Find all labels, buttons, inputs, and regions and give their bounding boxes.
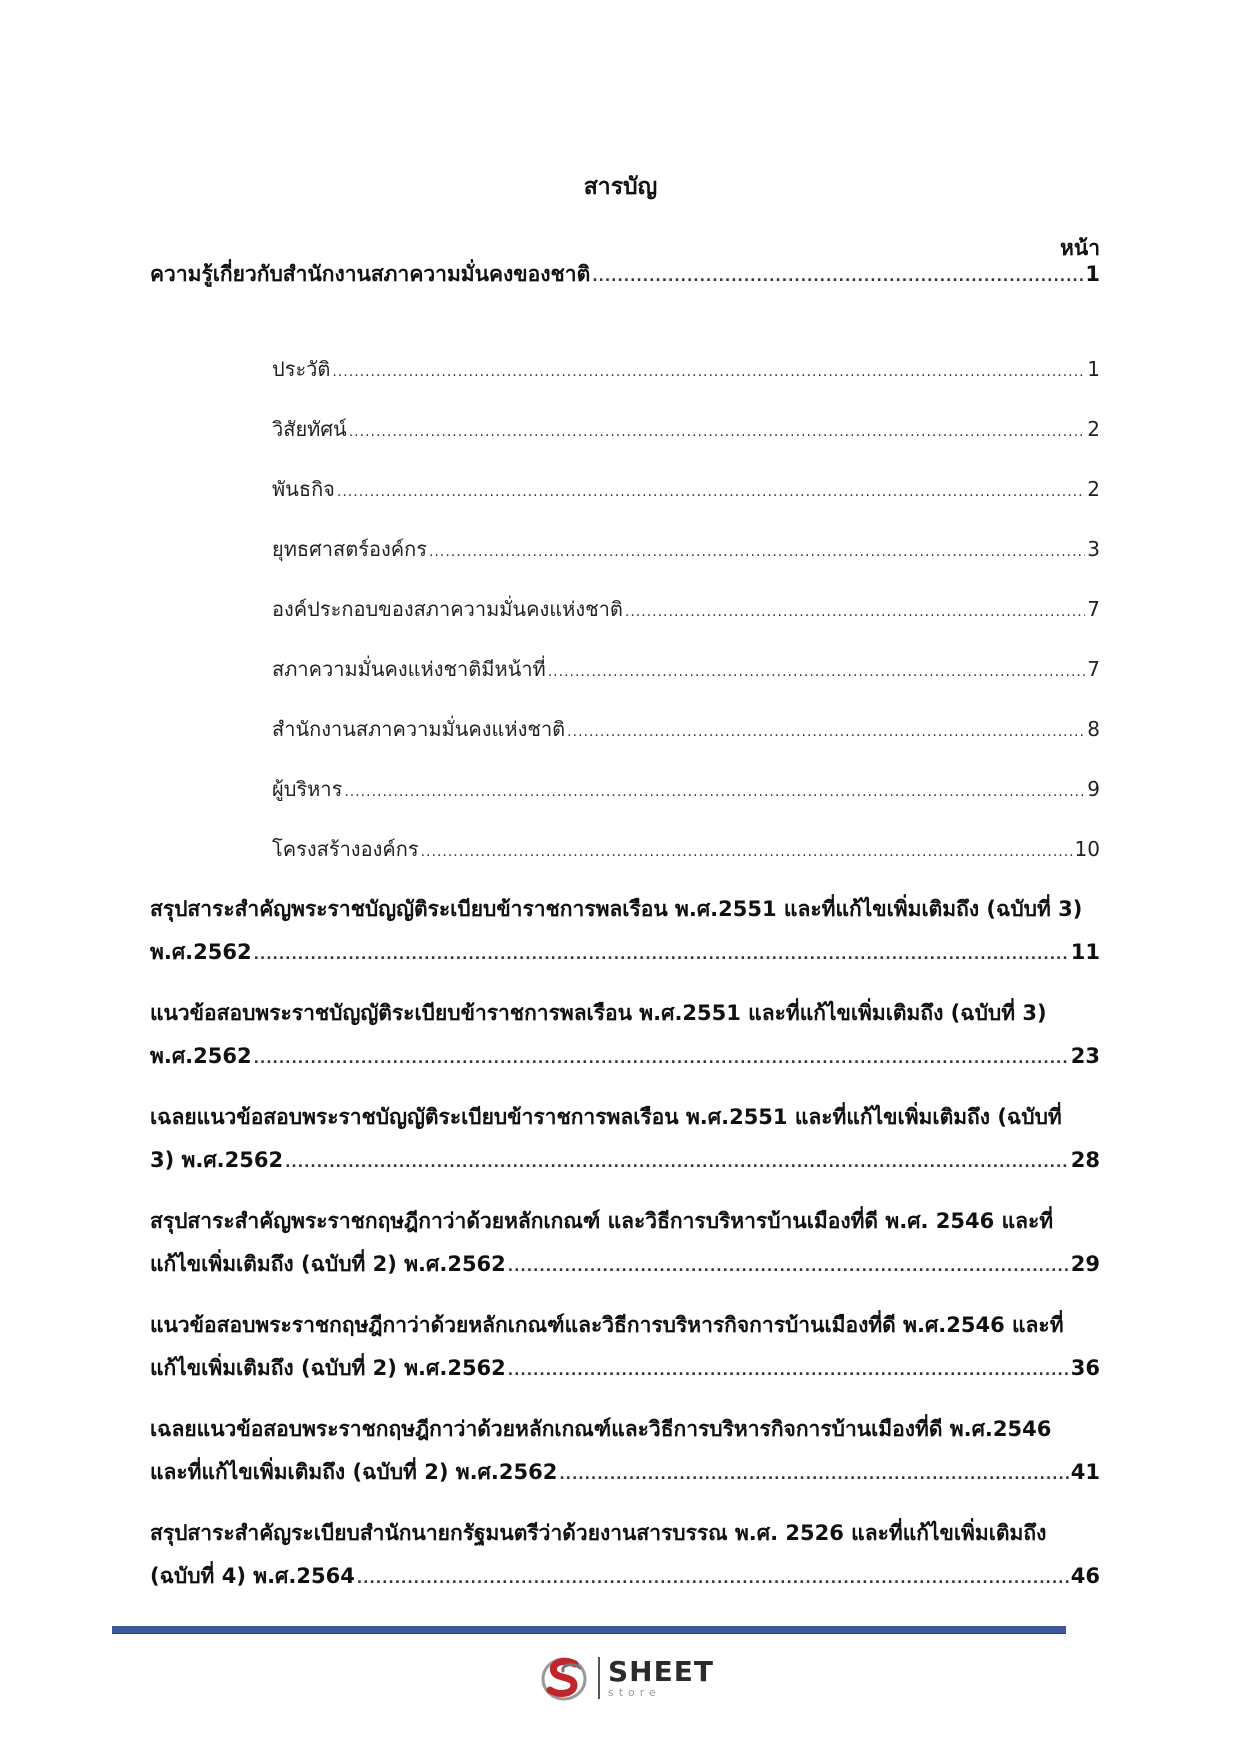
toc-entry-label-line1: สรุปสาระสำคัญพระราชบัญญัติระเบียบข้าราชการพลเรือน พ.ศ.2551 และที่แก้ไขเพิ่มเติมถึง (ฉบับที่ 3) — [150, 897, 1083, 921]
toc-entry-sub[interactable] — [272, 593, 1100, 625]
toc-entry-label-line1: สรุปสาระสำคัญระเบียบสำนักนายกรัฐมนตรีว่าด้วยงานสารบรรณ พ.ศ. 2526 และที่แก้ไขเพิ่มเติมถึง — [150, 1521, 1047, 1545]
toc-entry-page: 46 — [1070, 1564, 1100, 1588]
dot-leader — [337, 473, 1085, 508]
toc-entry-label-line2: และที่แก้ไขเพิ่มเติมถึง (ฉบับที่ 2) พ.ศ.2562 — [150, 1460, 558, 1484]
toc-entry-label: องค์ประกอบของสภาความมั่นคงแห่งชาติ — [272, 597, 623, 621]
toc-entry-page: 28 — [1070, 1148, 1100, 1172]
dot-leader — [592, 258, 1083, 293]
toc-entry-label-line2: พ.ศ.2562 — [150, 1044, 252, 1068]
toc-entry-page: 1 — [1085, 262, 1100, 286]
toc-entry-sub[interactable] — [272, 473, 1100, 505]
toc-entry-main[interactable] — [150, 893, 1100, 968]
toc-entry-sub[interactable] — [272, 533, 1100, 565]
dot-leader — [357, 1560, 1069, 1595]
toc-entry-label-line1: เฉลยแนวข้อสอบพระราชกฤษฎีกาว่าด้วยหลักเกณฑ์และวิธีการบริหารกิจการบ้านเมืองที่ดี พ.ศ.2546 — [150, 1417, 1052, 1441]
dot-leader — [332, 353, 1085, 388]
toc-entry-sub[interactable] — [272, 773, 1100, 805]
dot-leader — [285, 1144, 1069, 1179]
toc-entry-main[interactable] — [150, 258, 1100, 290]
toc-entry-main[interactable] — [150, 1309, 1100, 1384]
toc-entry-sub[interactable] — [272, 713, 1100, 745]
toc-entry-sub[interactable] — [272, 833, 1100, 865]
toc-entry-page: 11 — [1070, 940, 1100, 964]
toc-entry-main[interactable] — [150, 997, 1100, 1072]
toc-entry-page: 7 — [1087, 597, 1100, 621]
logo-text — [608, 1655, 714, 1699]
toc-title: สารบัญ — [583, 174, 658, 200]
dot-leader — [567, 713, 1085, 748]
toc-entry-page: 2 — [1087, 417, 1100, 441]
dot-leader — [421, 833, 1073, 868]
dot-leader — [254, 936, 1069, 971]
logo-brand: SHEET — [608, 1655, 714, 1688]
toc-entry-page: 1 — [1087, 357, 1100, 381]
toc-entry-label: ความรู้เกี่ยวกับสำนักงานสภาความมั่นคงของชาติ — [150, 262, 591, 286]
toc-entry-sub[interactable] — [272, 653, 1100, 685]
dot-leader — [548, 653, 1086, 688]
toc-entry-main[interactable] — [150, 1205, 1100, 1280]
dot-leader — [559, 1456, 1068, 1491]
toc-entry-label: สำนักงานสภาความมั่นคงแห่งชาติ — [272, 717, 566, 741]
toc-entry-label: ยุทธศาสตร์องค์กร — [272, 537, 427, 561]
toc-entry-label: พันธกิจ — [272, 477, 335, 501]
toc-entry-page: 2 — [1087, 477, 1100, 501]
toc-entry-sub[interactable] — [272, 353, 1100, 385]
toc-entry-label-line2: 3) พ.ศ.2562 — [150, 1148, 284, 1172]
toc-entry-page: 9 — [1087, 777, 1100, 801]
dot-leader — [625, 593, 1085, 628]
toc-entry-label: วิสัยทัศน์ — [272, 417, 347, 441]
dot-leader — [254, 1040, 1069, 1075]
toc-entry-main[interactable] — [150, 1101, 1100, 1176]
toc-entry-label: สภาความมั่นคงแห่งชาติมีหน้าที่ — [272, 657, 546, 681]
toc-entry-label-line2: แก้ไขเพิ่มเติมถึง (ฉบับที่ 2) พ.ศ.2562 — [150, 1252, 506, 1276]
toc-entry-label-line2: พ.ศ.2562 — [150, 940, 252, 964]
toc-entry-label: ประวัติ — [272, 357, 331, 381]
dot-leader — [508, 1352, 1069, 1387]
toc-entry-label: ผู้บริหาร — [272, 777, 343, 801]
toc-entry-page: 36 — [1070, 1356, 1100, 1380]
toc-entry-main[interactable] — [150, 1413, 1100, 1488]
dot-leader — [344, 773, 1085, 808]
page-column-label: หน้า — [1060, 236, 1100, 260]
toc-entry-label: โครงสร้างองค์กร — [272, 837, 419, 861]
logo-brand-sub: store — [608, 1686, 661, 1699]
toc-entry-page: 8 — [1087, 717, 1100, 741]
toc-entry-page: 10 — [1074, 837, 1100, 861]
logo-separator — [598, 1657, 600, 1699]
toc-entry-label-line2: แก้ไขเพิ่มเติมถึง (ฉบับที่ 2) พ.ศ.2562 — [150, 1356, 506, 1380]
toc-entry-page: 29 — [1070, 1252, 1100, 1276]
sheet-store-logo-icon — [540, 1652, 592, 1704]
toc-entry-page: 3 — [1087, 537, 1100, 561]
toc-entry-label-line1: เฉลยแนวข้อสอบพระราชบัญญัติระเบียบข้าราชการพลเรือน พ.ศ.2551 และที่แก้ไขเพิ่มเติมถึง (ฉบับที่ — [150, 1105, 1062, 1129]
toc-entry-main[interactable] — [150, 1517, 1100, 1592]
toc-entry-page: 7 — [1087, 657, 1100, 681]
footer-rule — [112, 1626, 1066, 1634]
toc-entry-sub[interactable] — [272, 413, 1100, 445]
toc-entry-label-line1: สรุปสาระสำคัญพระราชกฤษฎีกาว่าด้วยหลักเกณฑ์ และวิธีการบริหารบ้านเมืองที่ดี พ.ศ. 2546 และที่ — [150, 1209, 1054, 1233]
toc-entry-label-line1: แนวข้อสอบพระราชบัญญัติระเบียบข้าราชการพลเรือน พ.ศ.2551 และที่แก้ไขเพิ่มเติมถึง (ฉบับที่ 3) — [150, 1001, 1047, 1025]
toc-entry-label-line2: (ฉบับที่ 4) พ.ศ.2564 — [150, 1564, 355, 1588]
toc-entry-page: 41 — [1070, 1460, 1100, 1484]
dot-leader — [508, 1248, 1069, 1283]
dot-leader — [429, 533, 1085, 568]
dot-leader — [349, 413, 1086, 448]
toc-entry-page: 23 — [1070, 1044, 1100, 1068]
sheet-store-logo — [540, 1652, 720, 1704]
toc-entry-label-line1: แนวข้อสอบพระราชกฤษฎีกาว่าด้วยหลักเกณฑ์และวิธีการบริหารกิจการบ้านเมืองที่ดี พ.ศ.2546 และที่ — [150, 1313, 1064, 1337]
